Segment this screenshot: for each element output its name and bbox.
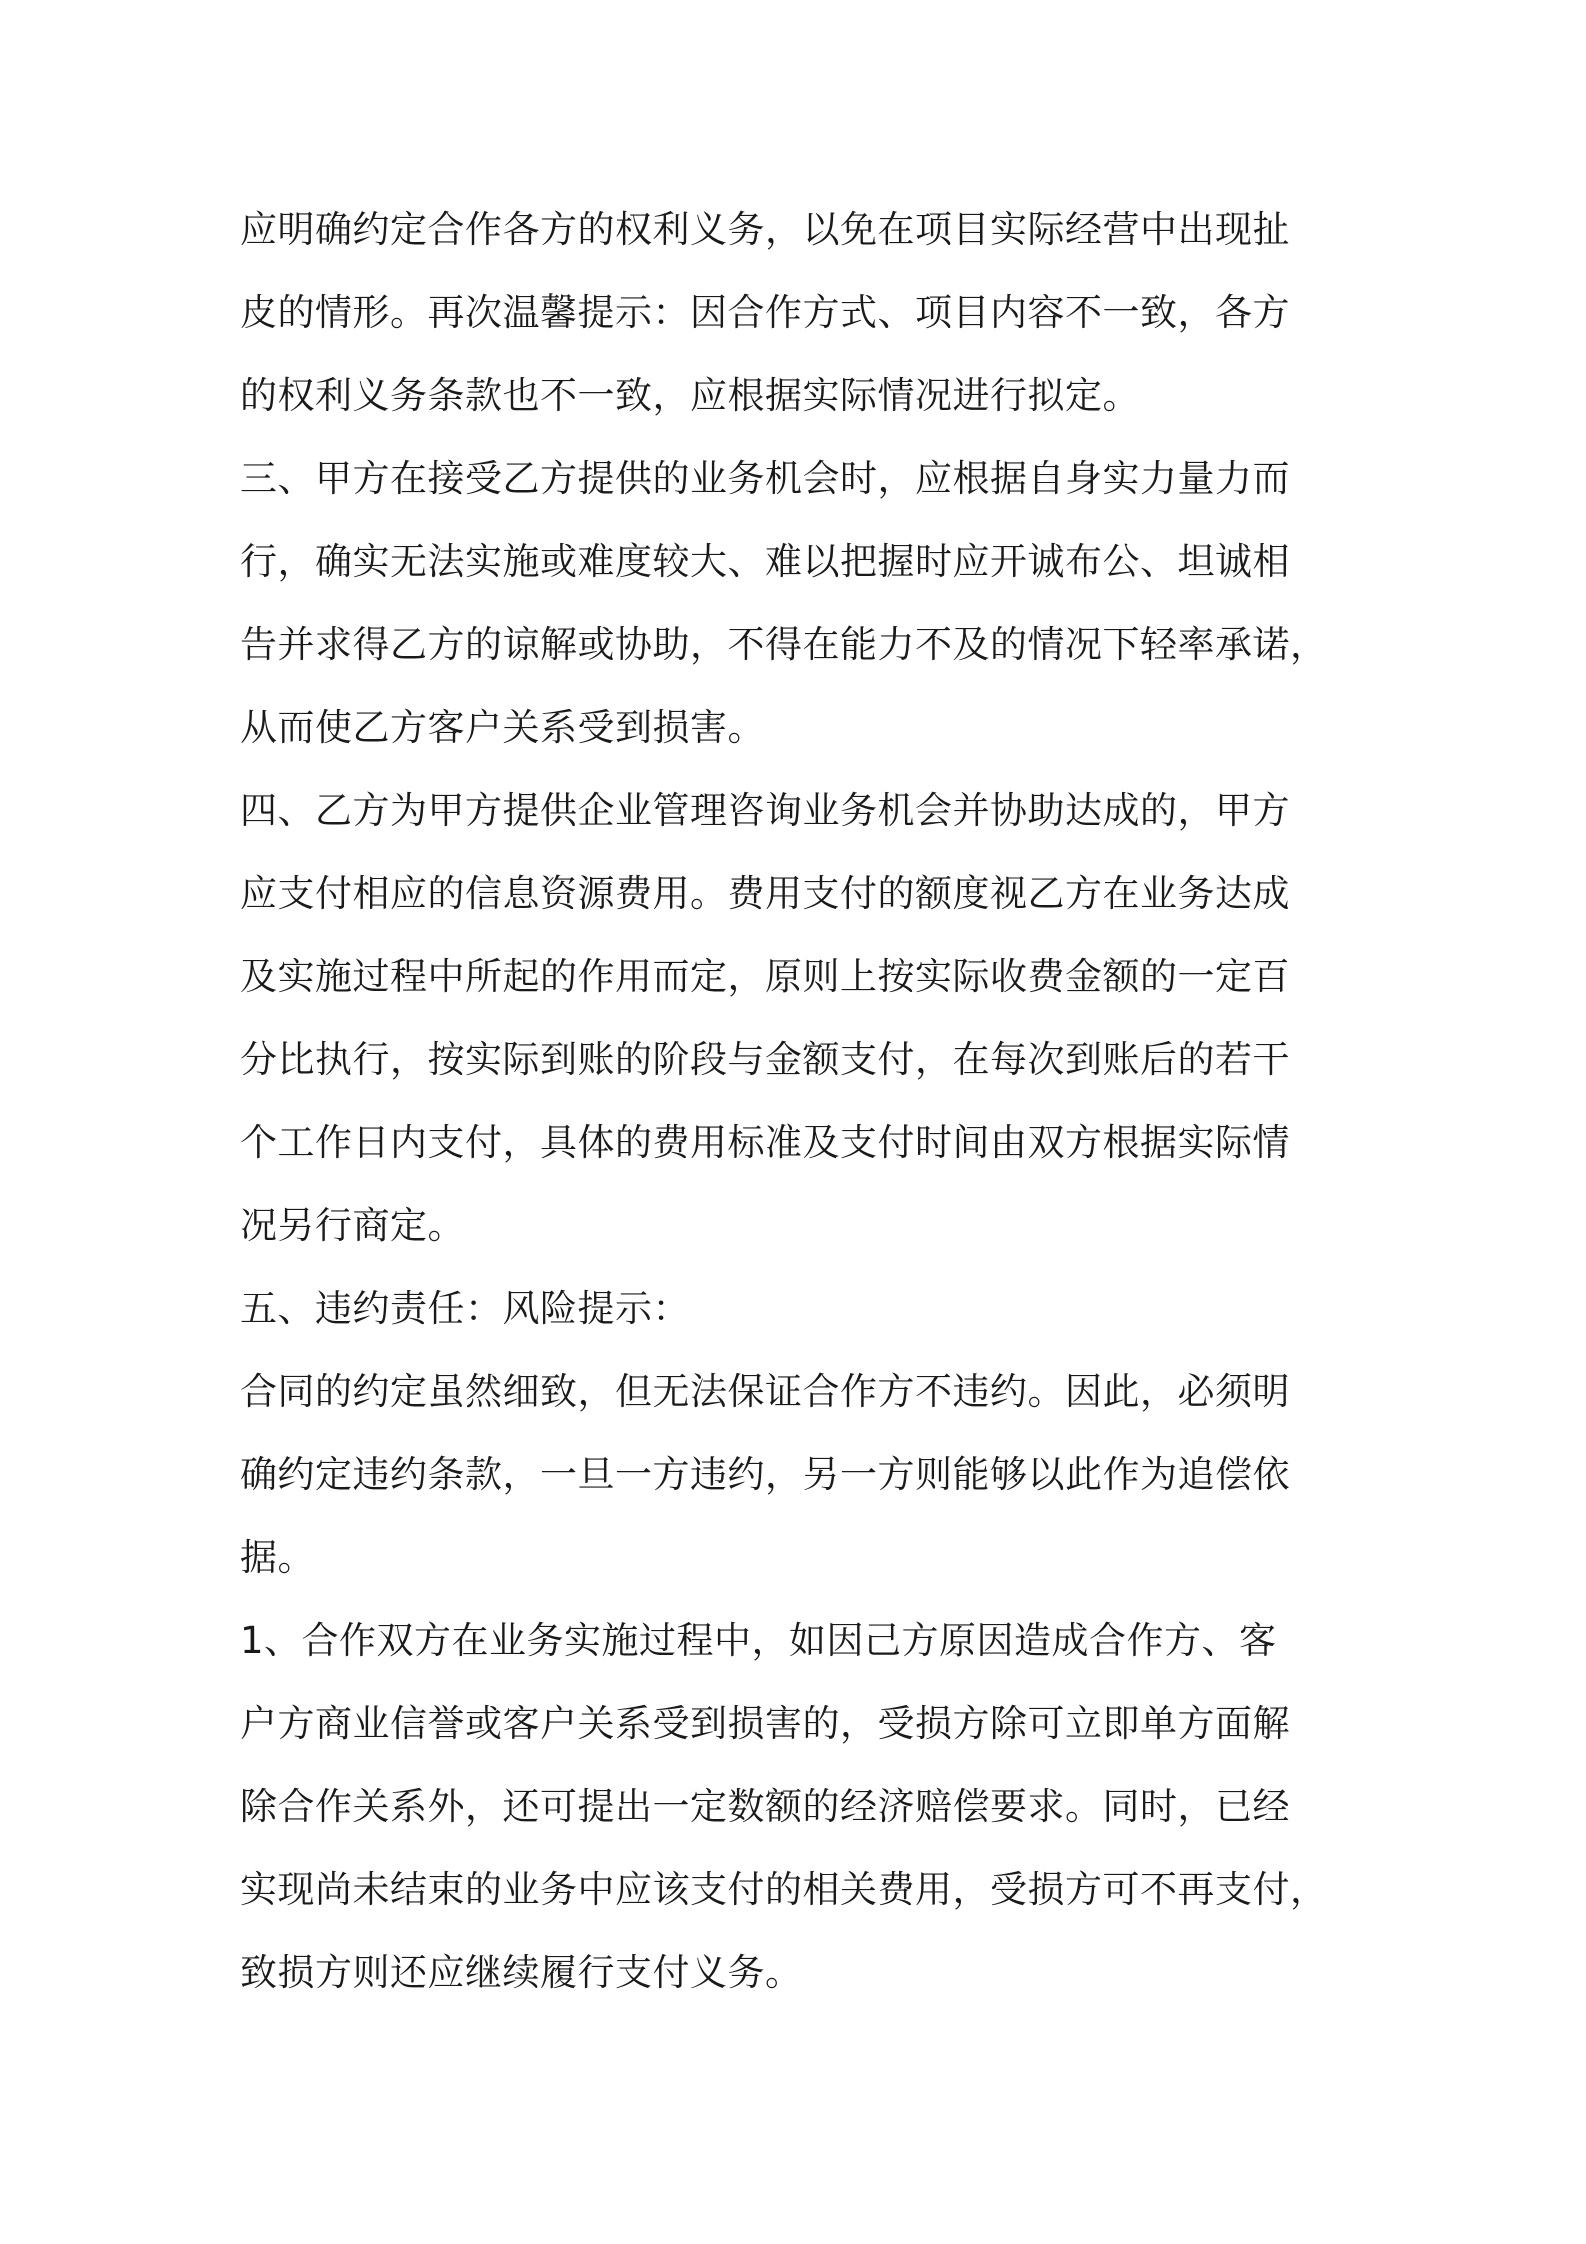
text-line: 况另行商定。 [240, 1204, 465, 1247]
text-line: 确约定违约条款，一旦一方违约，另一方则能够以此作为追偿依 [240, 1453, 1290, 1496]
text-line: 从而使乙方客户关系受到损害。 [240, 706, 765, 749]
text-line: 合同的约定虽然细致，但无法保证合作方不违约。因此，必须明 [240, 1370, 1290, 1413]
text-line: 行，确实无法实施或难度较大、难以把握时应开诚布公、坦诚相 [240, 540, 1290, 583]
text-line: 应明确约定合作各方的权利义务，以免在项目实际经营中出现扯 [240, 208, 1290, 251]
text-line: 应支付相应的信息资源费用。费用支付的额度视乙方在业务达成 [240, 872, 1290, 915]
text-line: 分比执行，按实际到账的阶段与金额支付，在每次到账后的若干 [240, 1038, 1290, 1081]
text-line: 皮的情形。再次温馨提示：因合作方式、项目内容不一致，各方 [240, 291, 1290, 334]
text-line: 实现尚未结束的业务中应该支付的相关费用，受损方可不再支付， [240, 1868, 1328, 1911]
section-heading: 五、违约责任：风险提示： [240, 1287, 690, 1330]
text-line: 致损方则还应继续履行支付义务。 [240, 1951, 803, 1994]
text-line: 及实施过程中所起的作用而定，原则上按实际收费金额的一定百 [240, 955, 1290, 998]
text-line: 据。 [240, 1536, 315, 1579]
text-line: 三、甲方在接受乙方提供的业务机会时，应根据自身实力量力而 [240, 457, 1290, 500]
text-line: 除合作关系外，还可提出一定数额的经济赔偿要求。同时，已经 [240, 1785, 1290, 1828]
text-line: 告并求得乙方的谅解或协助，不得在能力不及的情况下轻率承诺， [240, 623, 1328, 666]
text-line: 四、乙方为甲方提供企业管理咨询业务机会并协助达成的，甲方 [240, 789, 1290, 832]
text-line: 的权利义务条款也不一致，应根据实际情况进行拟定。 [240, 374, 1140, 417]
text-line: 1、合作双方在业务实施过程中，如因己方原因造成合作方、客 [240, 1619, 1277, 1662]
text-line: 个工作日内支付，具体的费用标准及支付时间由双方根据实际情 [240, 1121, 1290, 1164]
text-line: 户方商业信誉或客户关系受到损害的，受损方除可立即单方面解 [240, 1702, 1290, 1745]
